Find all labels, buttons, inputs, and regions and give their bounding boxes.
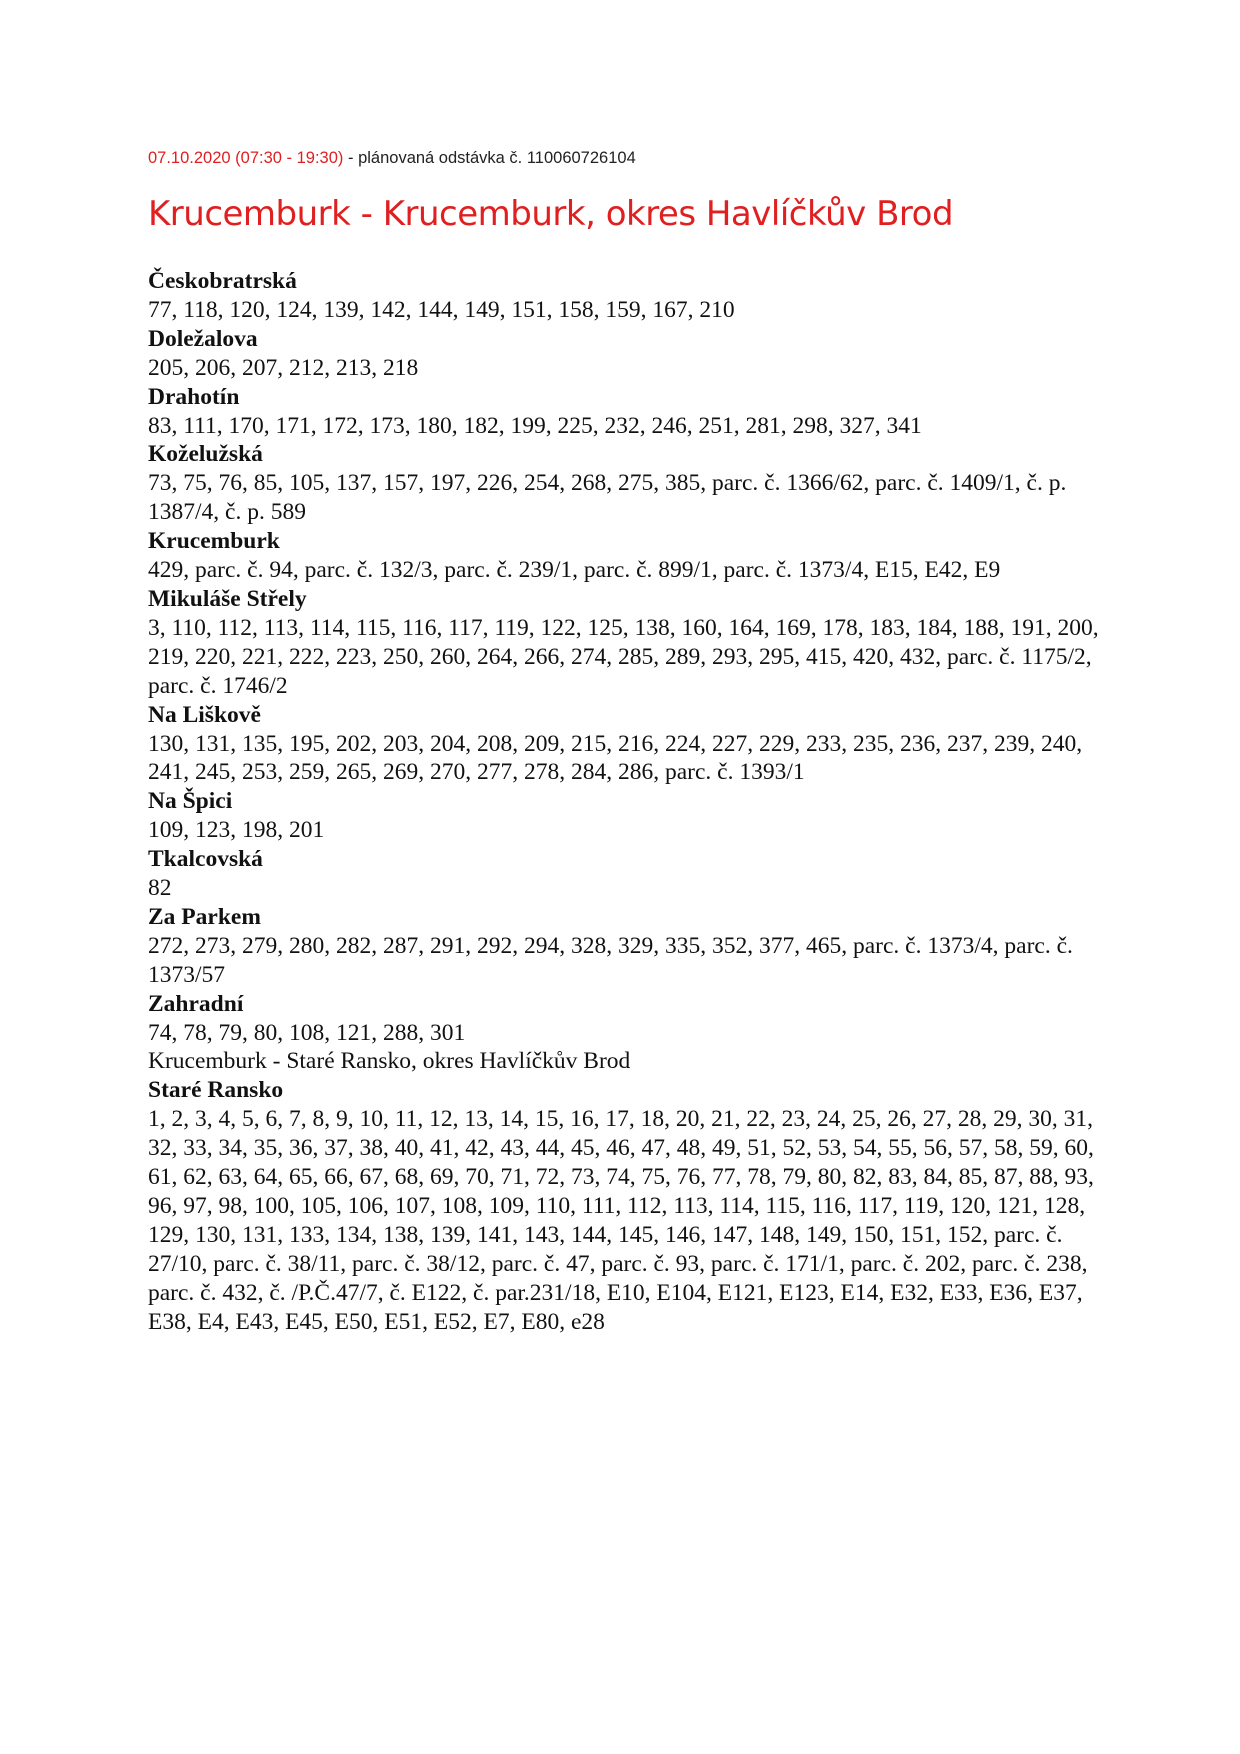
street-name: Doležalova bbox=[148, 325, 258, 352]
street-numbers: 272, 273, 279, 280, 282, 287, 291, 292, 294, 328, 329, 335, 352, 377, 465, parc. č. 1373/4, parc. č. 1373/57 bbox=[148, 932, 1073, 988]
outage-date-range: 07.10.2020 (07:30 - 19:30) bbox=[148, 149, 344, 167]
street-numbers: 82 bbox=[148, 875, 172, 902]
street-numbers: 1, 2, 3, 4, 5, 6, 7, 8, 9, 10, 11, 12, 13, 14, 15, 16, 17, 18, 20, 21, 22, 23, 24, 25, 26, 27, 28, 29, 30, 31, 32, 33, 34, 35, 36, 37, 38, 40, 41, 42, 43, 44, 45, 46, 47, 48, 49, 51, 52, 53, 54, 55, 56, 57, 58, 59, 60, 61, 62, 63, 64, 65, 66, 67, 68, 69, 70, 71, 72, 73, 74, 75, 76, 77, 78, 79, 80, 82, 83, 84, 85, 87, 88, 93, 96, 97, 98, 100, 105, 106, 107, 108, 109, 110, 111, 112, 113, 114, 115, 116, 117, 119, 120, 121, 128, 129, 130, 131, 133, 134, 138, 139, 141, 143, 144, 145, 146, 147, 148, 149, 150, 151, 152, parc. č. 27/10, parc. č. 38/11, parc. č. 38/12, parc. č. 47, parc. č. 93, parc. č. 171/1, parc. č. 202, parc. č. 238, parc. č. 432, č. /P.Č.47/7, č. E122, č. par.231/18, E10, E104, E121, E123, E14, E32, E33, E36, E37, E38, E4, E43, E45, E50, E51, E52, E7, E80, e28 bbox=[148, 1106, 1094, 1335]
outage-info: - plánovaná odstávka č. 110060726104 bbox=[343, 149, 636, 167]
street-name: Českobratrská bbox=[148, 268, 297, 294]
street-entry bbox=[148, 440, 1108, 527]
street-name: Koželužská bbox=[148, 441, 263, 468]
street-numbers: 73, 75, 76, 85, 105, 137, 157, 197, 226, 254, 268, 275, 385, parc. č. 1366/62, parc. č. 1409/1, č. p. 1387/4, č. p. 589 bbox=[148, 470, 1067, 526]
street-numbers: 130, 131, 135, 195, 202, 203, 204, 208, 209, 215, 216, 224, 227, 229, 233, 235, 236, 237, 239, 240, 241, 245, 253, 259, 265, 269, 270, 277, 278, 284, 286, parc. č. 1393/1 bbox=[148, 730, 1083, 786]
street-numbers: 74, 78, 79, 80, 108, 121, 288, 301 bbox=[148, 1019, 466, 1046]
street-entry bbox=[148, 903, 1108, 990]
street-numbers: 109, 123, 198, 201 bbox=[148, 817, 325, 844]
locality-title: Krucemburk - Krucemburk, okres Havlíčkův Brod bbox=[148, 194, 954, 234]
street-numbers: 205, 206, 207, 212, 213, 218 bbox=[148, 354, 419, 381]
street-entry bbox=[148, 787, 1108, 845]
street-name: Zahradní bbox=[148, 990, 244, 1017]
second-locality-title: Krucemburk - Staré Ransko, okres Havlíčkův Brod bbox=[148, 1048, 631, 1075]
street-entry bbox=[148, 845, 1108, 903]
street-entry bbox=[148, 527, 1108, 585]
street-name: Tkalcovská bbox=[148, 846, 263, 873]
street-numbers: 77, 118, 120, 124, 139, 142, 144, 149, 151, 158, 159, 167, 210 bbox=[148, 296, 735, 323]
street-entry bbox=[148, 585, 1108, 701]
street-entry bbox=[148, 325, 1108, 383]
street-numbers: 83, 111, 170, 171, 172, 173, 180, 182, 199, 225, 232, 246, 251, 281, 298, 327, 341 bbox=[148, 412, 922, 439]
street-entry bbox=[148, 383, 1108, 441]
street-entry bbox=[148, 267, 1108, 325]
street-name: Mikuláše Střely bbox=[148, 585, 307, 612]
street-name: Za Parkem bbox=[148, 903, 261, 930]
street-name: Na Liškově bbox=[148, 701, 261, 728]
street-name: Drahotín bbox=[148, 383, 240, 410]
street-numbers: 429, parc. č. 94, parc. č. 132/3, parc. č. 239/1, parc. č. 899/1, parc. č. 1373/4, E15, E42, E9 bbox=[148, 557, 1001, 584]
street-entry bbox=[148, 701, 1108, 788]
street-entry bbox=[148, 990, 1108, 1048]
street-name: Staré Ransko bbox=[148, 1077, 284, 1104]
street-numbers: 3, 110, 112, 113, 114, 115, 116, 117, 119, 122, 125, 138, 160, 164, 169, 178, 183, 184, 188, 191, 200, 219, 220, 221, 222, 223, 250, 260, 264, 266, 274, 285, 289, 293, 295, 415, 420, 432, parc. č. 1175/2, parc. č. 1746/2 bbox=[148, 614, 1099, 699]
street-list bbox=[148, 267, 1108, 1337]
street-name: Krucemburk bbox=[148, 528, 280, 555]
outage-header bbox=[148, 148, 636, 168]
street-entry bbox=[148, 1076, 1108, 1336]
street-name: Na Špici bbox=[148, 788, 233, 815]
